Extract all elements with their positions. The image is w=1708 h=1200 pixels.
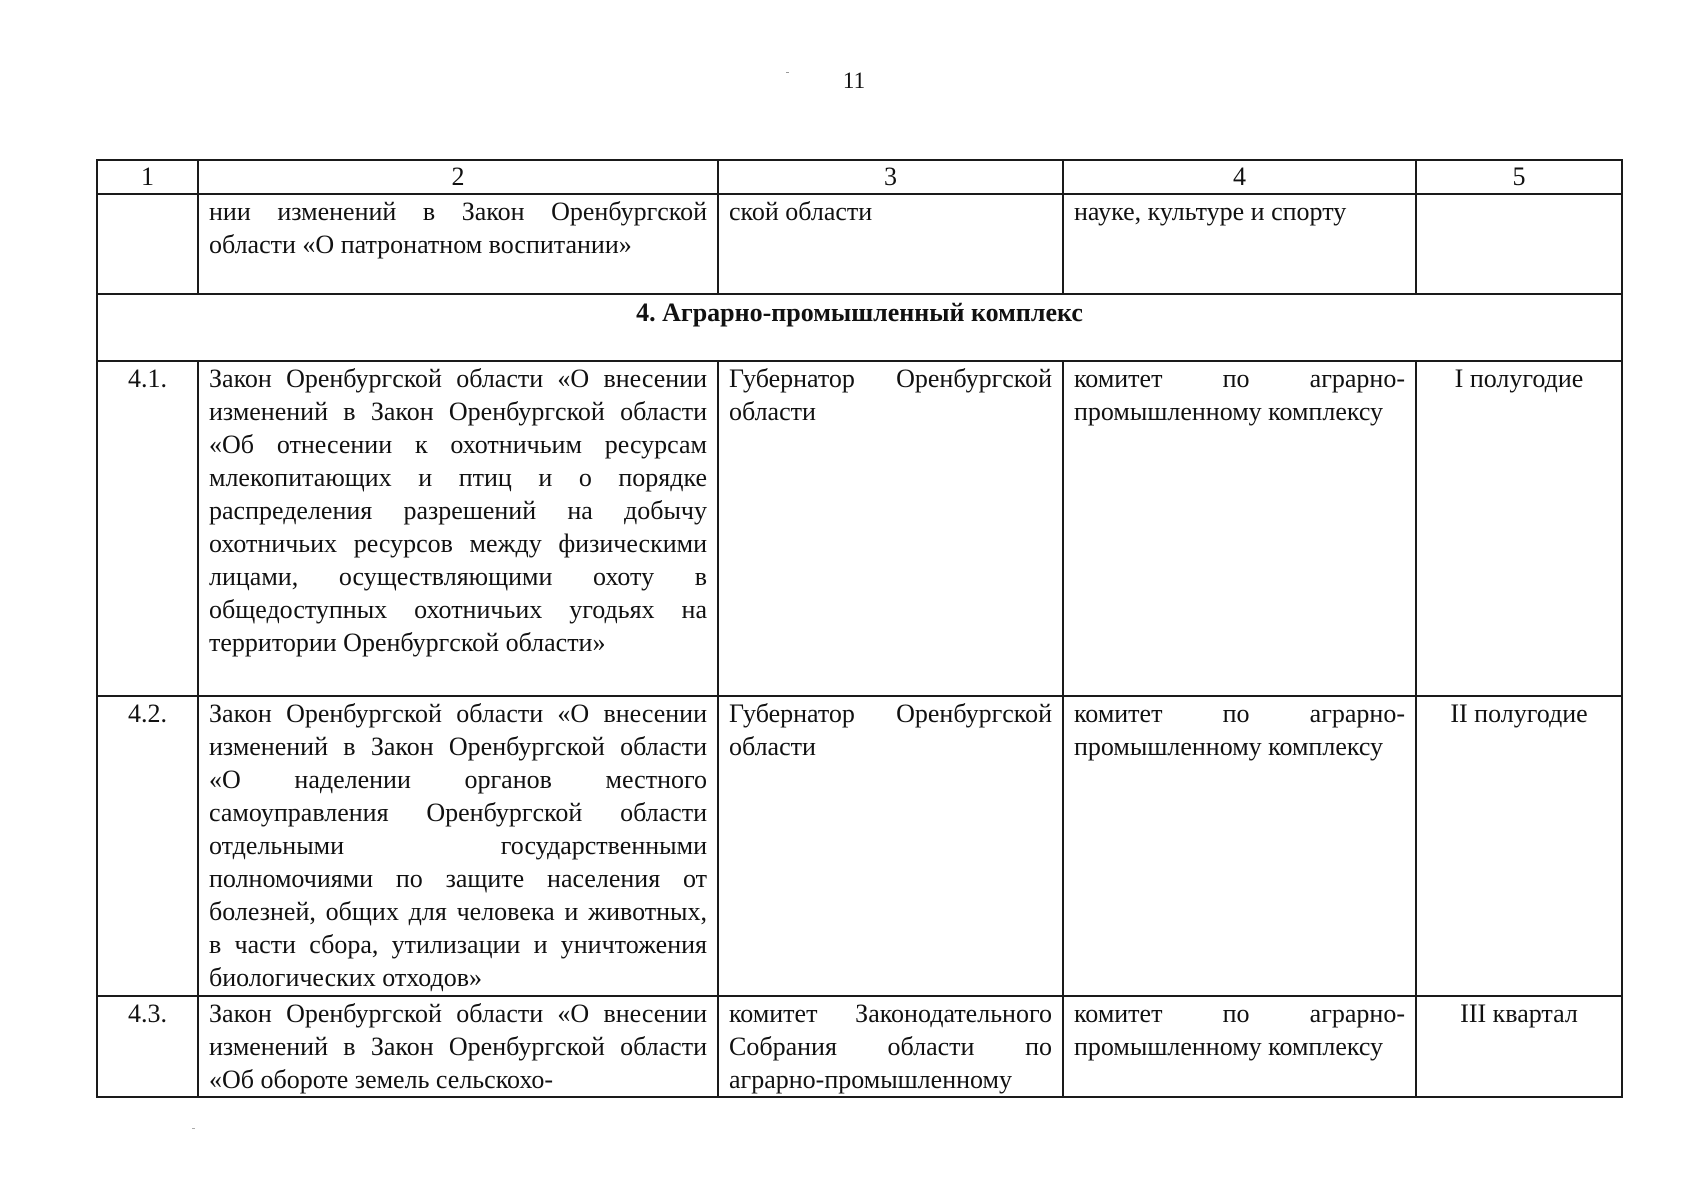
initiator: ской области — [718, 194, 1063, 294]
initiator: комитет Законодательного Собрания области по аграрно-промышленному — [718, 996, 1063, 1097]
row-number: 4.3. — [97, 996, 198, 1097]
legislation-plan-table — [96, 159, 1623, 1098]
section-title: 4. Аграрно-промышленный комплекс — [97, 294, 1622, 361]
responsible-committee: комитет по аграрно-промышленному комплексу — [1063, 696, 1416, 996]
initiator: Губернатор Оренбургской области — [718, 361, 1063, 696]
term: I полугодие — [1416, 361, 1622, 696]
law-title: Закон Оренбургской области «О внесении изменений в Закон Оренбургской области «О наделении органов местного самоуправления Оренбургской области отдельными государственными полномочиями по защите населения от болезней, общих для человека и животных, в части сбора, утилизации и уничтожения биологических отходов» — [198, 696, 718, 996]
table-header-row — [97, 160, 1622, 194]
law-title: Закон Оренбургской области «О внесении изменений в Закон Оренбургской области «Об обороте земель сельскохо- — [198, 996, 718, 1097]
column-header-3: 3 — [718, 160, 1063, 194]
row-number: 4.1. — [97, 361, 198, 696]
table-row — [97, 361, 1622, 696]
scan-speck — [786, 72, 789, 73]
term — [1416, 194, 1622, 294]
table-row-continuation — [97, 194, 1622, 294]
table-row — [97, 996, 1622, 1097]
row-number: 4.2. — [97, 696, 198, 996]
column-header-1: 1 — [97, 160, 198, 194]
column-header-2: 2 — [198, 160, 718, 194]
term: III квартал — [1416, 996, 1622, 1097]
law-title: Закон Оренбургской области «О внесении изменений в Закон Оренбургской области «Об отнесении к охотничьим ресурсам млекопитающих и птиц и о порядке распределения разрешений на добычу охотничьих ресурсов между физическими лицами, осуществляющими охоту в общедоступных охотничьих угодьях на территории Оренбургской области» — [198, 361, 718, 696]
row-number — [97, 194, 198, 294]
table-row — [97, 696, 1622, 996]
term: II полугодие — [1416, 696, 1622, 996]
column-header-5: 5 — [1416, 160, 1622, 194]
scan-speck — [192, 1128, 195, 1129]
responsible-committee: науке, культуре и спорту — [1063, 194, 1416, 294]
initiator: Губернатор Оренбургской области — [718, 696, 1063, 996]
column-header-4: 4 — [1063, 160, 1416, 194]
law-title: нии изменений в Закон Оренбургской области «О патронатном воспитании» — [198, 194, 718, 294]
responsible-committee: комитет по аграрно-промышленному комплексу — [1063, 361, 1416, 696]
page-number: 11 — [842, 68, 866, 93]
responsible-committee: комитет по аграрно-промышленному комплексу — [1063, 996, 1416, 1097]
section-row — [97, 294, 1622, 361]
